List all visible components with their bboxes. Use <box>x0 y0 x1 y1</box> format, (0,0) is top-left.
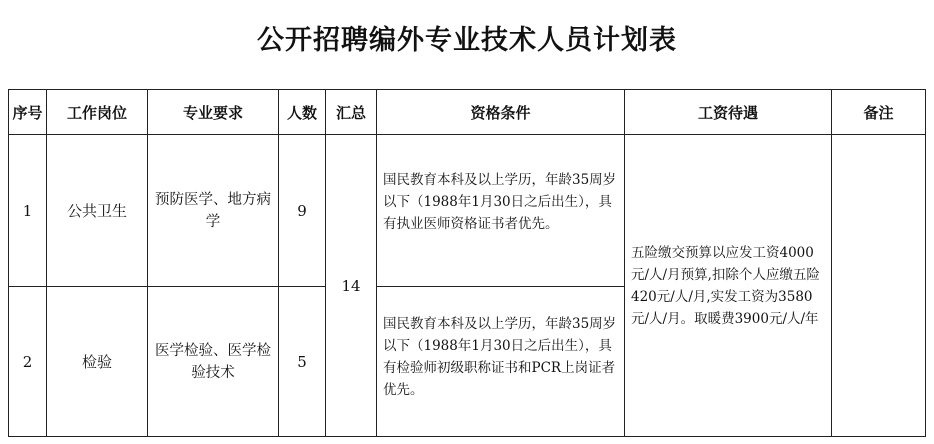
header-remark: 备注 <box>832 90 926 135</box>
table-row <box>9 135 926 287</box>
row-seq: 1 <box>9 135 47 287</box>
header-count: 人数 <box>279 90 326 135</box>
page-title: 公开招聘编外专业技术人员计划表 <box>257 25 677 56</box>
header-row <box>9 90 926 135</box>
row-count: 5 <box>279 287 326 437</box>
recruitment-plan-table <box>8 89 926 437</box>
remark-cell <box>832 135 926 437</box>
header-qualification: 资格条件 <box>377 90 625 135</box>
row-count: 9 <box>279 135 326 287</box>
header-seq: 序号 <box>9 90 47 135</box>
header-major: 专业要求 <box>148 90 279 135</box>
header-wage: 工资待遇 <box>625 90 832 135</box>
row-seq: 2 <box>9 287 47 437</box>
row-major: 预防医学、地方病学 <box>148 135 279 287</box>
row-qualification: 国民教育本科及以上学历，年龄35周岁以下（1988年1月30日之后出生），具有执业医师资格证书者优先。 <box>377 135 625 287</box>
row-major: 医学检验、医学检验技术 <box>148 287 279 437</box>
wage-info: 五险缴交预算以应发工资4000元/人/月预算,扣除个人应缴五险420元/人/月,实发工资为3580元/人/月。取暖费3900元/人/年 <box>625 135 832 437</box>
total-count: 14 <box>326 135 377 437</box>
row-position: 公共卫生 <box>47 135 148 287</box>
header-total: 汇总 <box>326 90 377 135</box>
row-position: 检验 <box>47 287 148 437</box>
header-position: 工作岗位 <box>47 90 148 135</box>
row-qualification: 国民教育本科及以上学历，年龄35周岁以下（1988年1月30日之后出生），具有检验师初级职称证书和PCR上岗证者优先。 <box>377 287 625 437</box>
